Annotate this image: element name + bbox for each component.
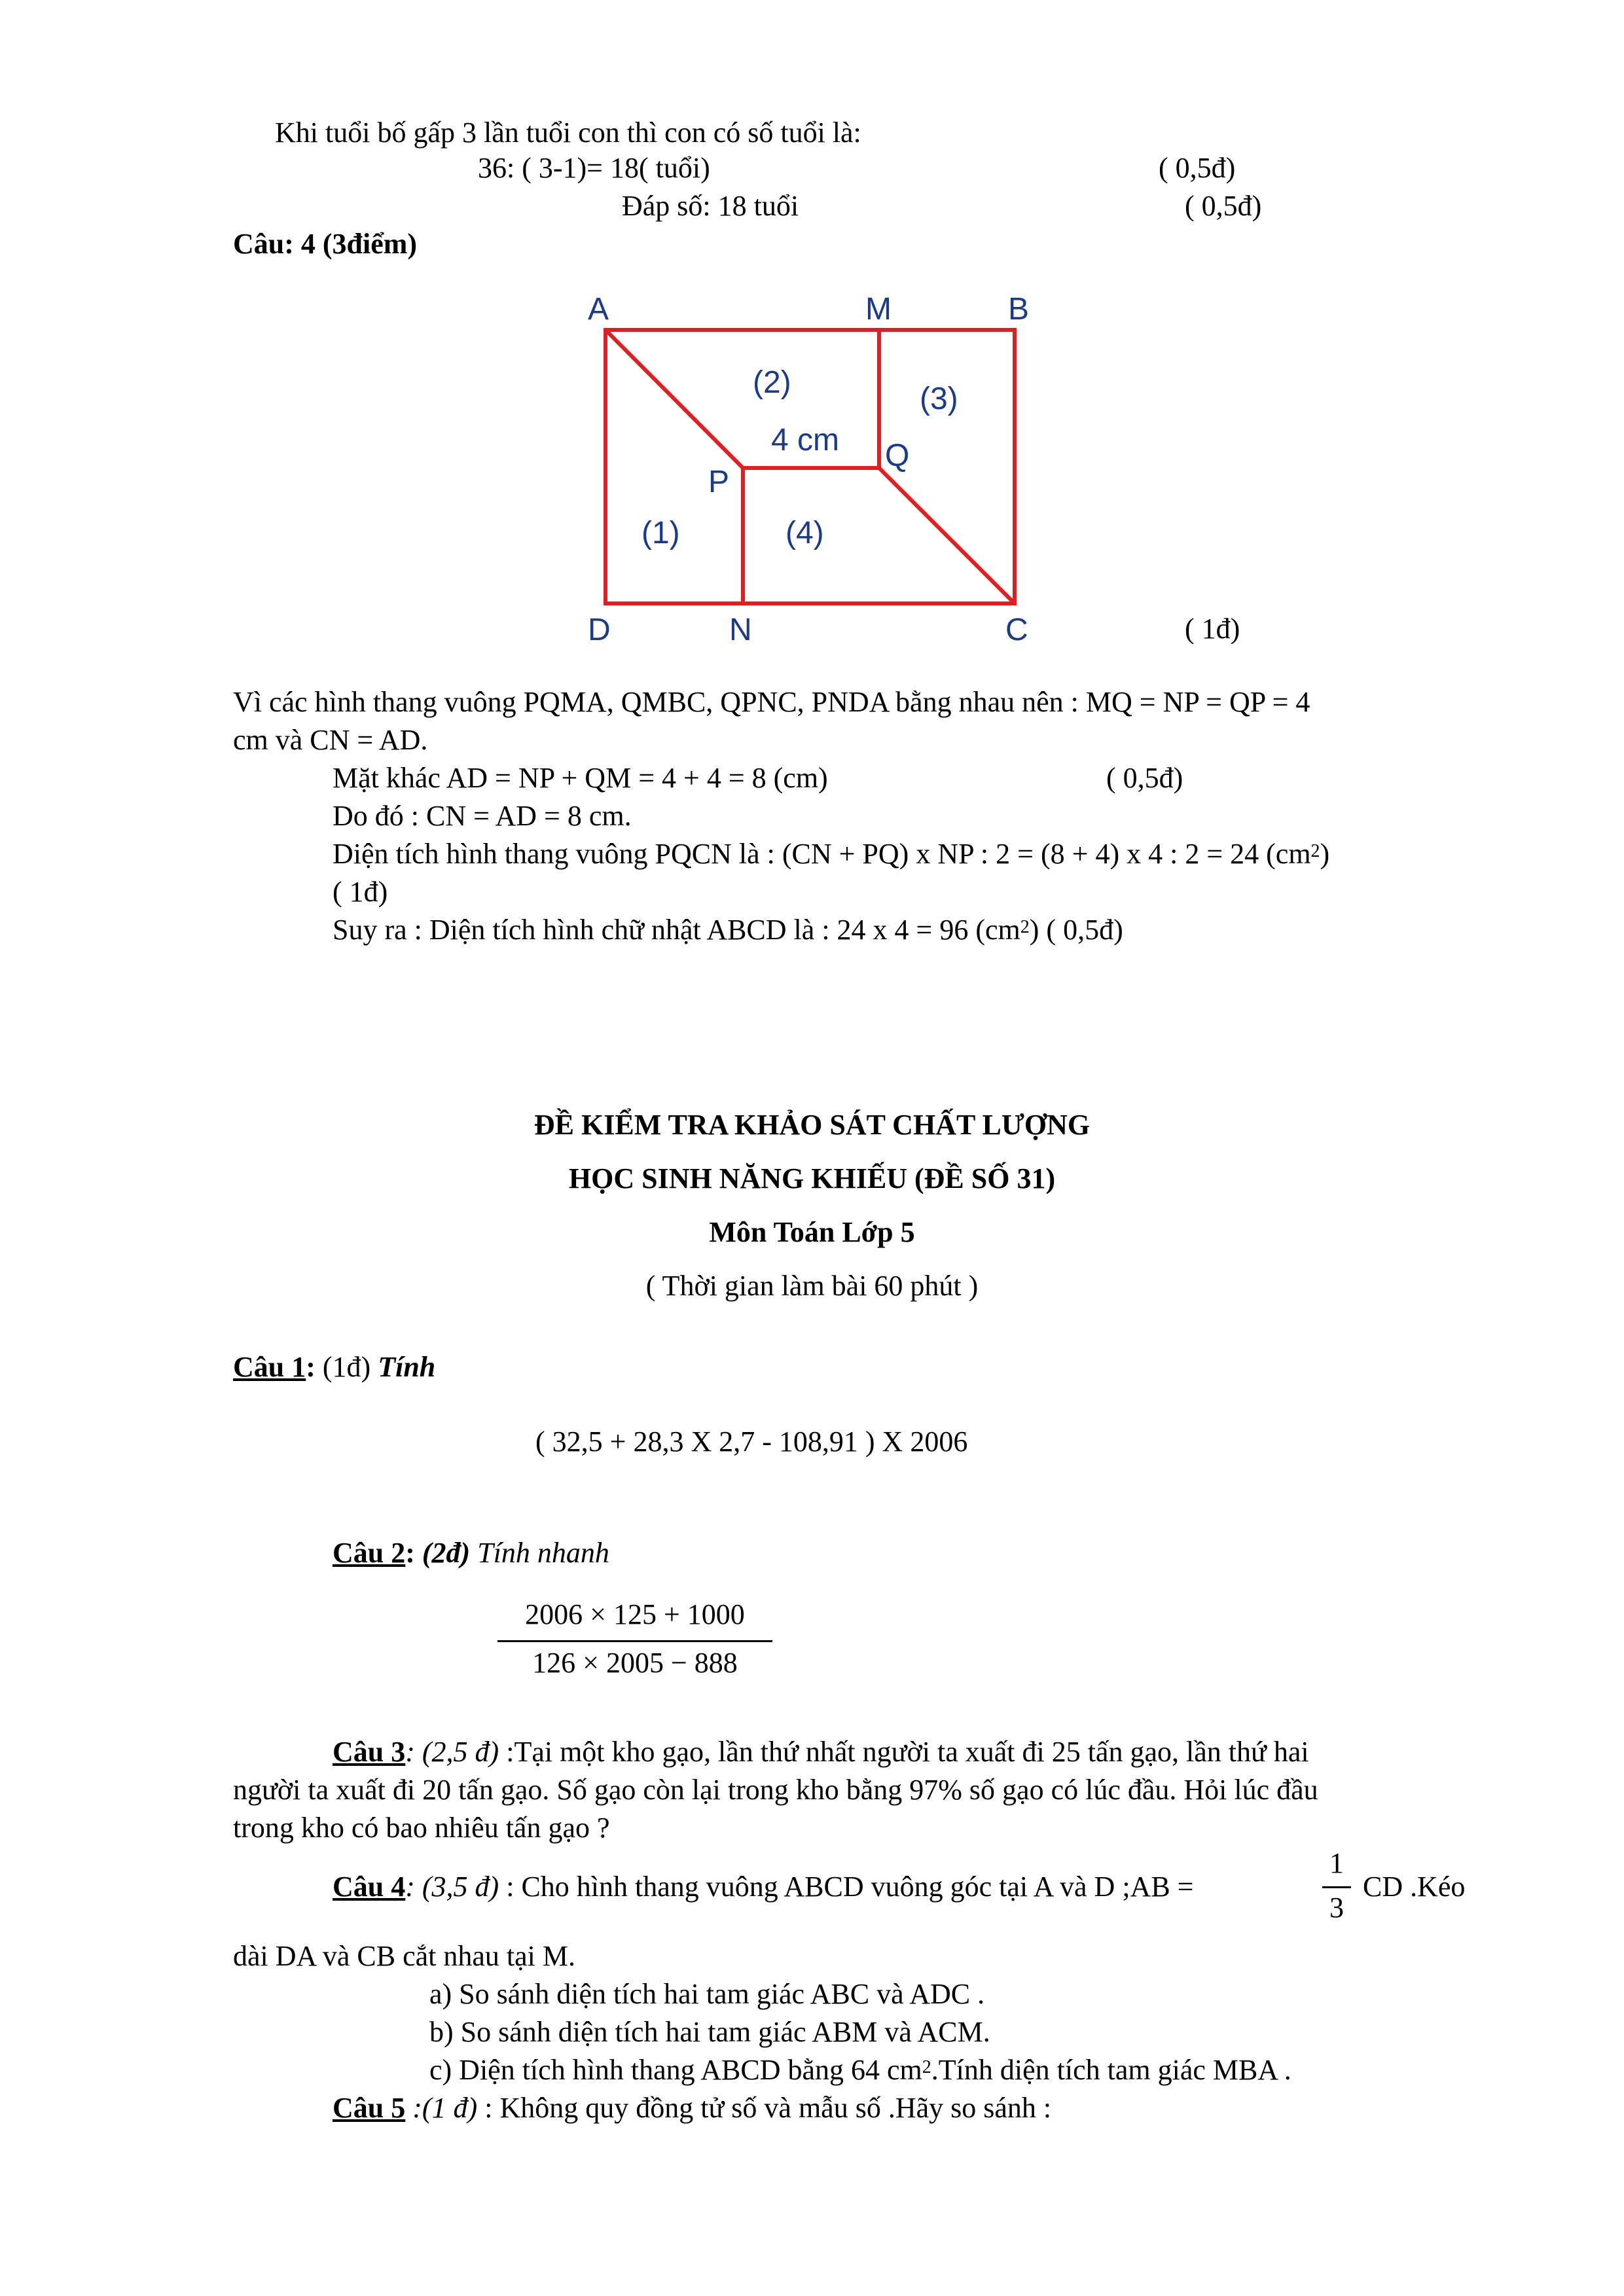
region-label-4: (4) — [785, 516, 824, 550]
segment-qc — [879, 468, 1015, 603]
figure-lines — [605, 330, 1015, 603]
score-label: ( 1đ) — [1185, 613, 1240, 645]
vertex-label-m: M — [865, 292, 892, 327]
fraction-denominator: 3 — [1329, 1892, 1344, 1924]
region-label-3: (3) — [920, 382, 958, 416]
score-label: ( 0,5đ) — [1185, 190, 1262, 222]
fraction-bar — [497, 1640, 772, 1642]
question-5: Câu 5 :(1 đ) : Không quy đồng tử số và mẫu số .Hãy so sánh : — [333, 2092, 1052, 2124]
question-4-text: dài DA và CB cắt nhau tại M. — [233, 1940, 576, 1972]
vertex-label-p: P — [708, 465, 730, 499]
solution-text-line: Mặt khác AD = NP + QM = 4 + 4 = 8 (cm) — [333, 762, 828, 794]
question-4-part-b: b) So sánh diện tích hai tam giác ABM và ACM. — [429, 2016, 990, 2048]
question-4: Câu 4: (3,5 đ) : Cho hình thang vuông ABCD vuông góc tại A và D ;AB = — [333, 1871, 1194, 1903]
vertex-label-n: N — [729, 613, 752, 647]
question-4-part-a: a) So sánh diện tích hai tam giác ABC và ADC . — [429, 1978, 985, 2010]
solution-calc-line: 36: ( 3-1)= 18( tuổi) — [478, 152, 710, 184]
region-label-2: (2) — [753, 365, 791, 400]
segment-ap — [605, 330, 743, 468]
vertex-label-q: Q — [885, 439, 910, 473]
exam-subtitle: HỌC SINH NĂNG KHIẾU (ĐỀ SỐ 31) — [568, 1162, 1056, 1194]
solution-text-line: Khi tuổi bố gấp 3 lần tuổi con thì con có số tuổi là: — [275, 117, 861, 149]
score-label: ( 0,5đ) — [1159, 152, 1236, 184]
question-heading: Câu: 4 (3điểm) — [233, 228, 418, 260]
question-2-fraction — [497, 1597, 772, 1689]
question-4-text: CD .Kéo — [1363, 1871, 1466, 1903]
question-4-part-c: c) Diện tích hình thang ABCD bằng 64 $cm^2.Tính$ diện tích tam giác MBA . — [429, 2054, 1291, 2086]
question-3-text: người ta xuất đi 20 tấn gạo. Số gạo còn lại trong kho bằng 97% số gạo có lúc đầu. Hỏi lúc đầu — [233, 1774, 1318, 1806]
fraction-numerator: 1 — [1329, 1847, 1344, 1879]
vertex-label-c: C — [1005, 613, 1028, 647]
question-2: Câu 2: (2đ) Tính nhanh — [333, 1537, 609, 1569]
score-label: ( 1đ) — [333, 876, 388, 908]
score-label: ( 0,5đ) — [1106, 762, 1183, 794]
fraction-numerator: 2006 × 125 + 1000 — [525, 1598, 745, 1630]
measure-label: 4 cm — [771, 423, 840, 457]
solution-text-line: cm và CN = AD. — [233, 724, 428, 756]
question-1-expression: ( 32,5 + 28,3 X 2,7 - 108,91 ) X 2006 — [535, 1426, 968, 1458]
vertex-label-a: A — [588, 292, 609, 327]
question-3: Câu 3: (2,5 đ) :Tại một kho gạo, lần thứ nhất người ta xuất đi 25 tấn gạo, lần thứ hai — [333, 1736, 1309, 1768]
vertex-label-d: D — [588, 613, 611, 647]
answer-line: Đáp số: 18 tuổi — [622, 190, 799, 222]
fraction-denominator: 126 × 2005 − 888 — [532, 1647, 738, 1679]
solution-text-line: Diện tích hình thang vuông PQCN là : (CN + PQ) x NP : 2 = (8 + 4) x 4 : 2 = 24 $(cm^2)$ — [333, 838, 1330, 870]
question-3-text: trong kho có bao nhiêu tấn gạo ? — [233, 1812, 610, 1844]
exam-duration: ( Thời gian làm bài 60 phút ) — [645, 1270, 979, 1302]
exam-title: ĐỀ KIỂM TRA KHẢO SÁT CHẤT LƯỢNG — [533, 1109, 1091, 1141]
vertex-label-b: B — [1008, 292, 1030, 327]
question-1: Câu 1: (1đ) Tính — [233, 1351, 436, 1383]
fraction-bar — [1322, 1886, 1351, 1888]
solution-text-line: Vì các hình thang vuông PQMA, QMBC, QPNC, PNDA bằng nhau nên : MQ = NP = QP = 4 — [233, 686, 1310, 718]
region-label-1: (1) — [641, 516, 680, 550]
geometry-figure — [0, 0, 1624, 655]
question-4-fraction — [1322, 1846, 1351, 1931]
solution-text-line: Do đó : CN = AD = 8 cm. — [333, 800, 632, 832]
exam-subject: Môn Toán Lớp 5 — [709, 1216, 915, 1248]
solution-text-line: Suy ra : Diện tích hình chữ nhật ABCD là : 24 x 4 = 96 $(cm^2)$ ( 0,5đ) — [333, 914, 1123, 946]
